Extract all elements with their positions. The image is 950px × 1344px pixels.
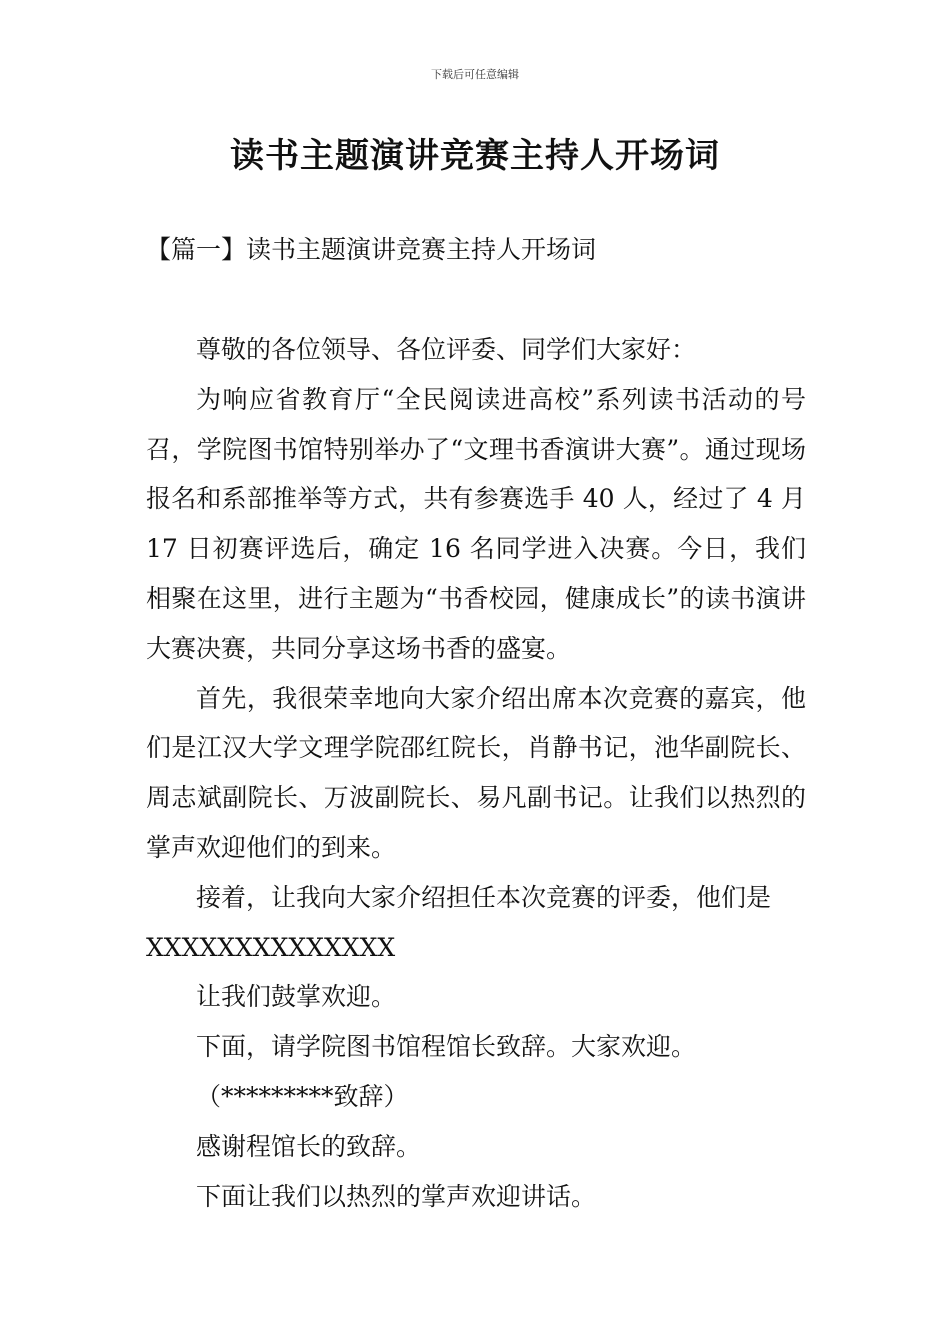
paragraph-judges-placeholder: XXXXXXXXXXXXXX [146, 932, 396, 962]
paragraph-applause: 让我们鼓掌欢迎。 [196, 982, 397, 1012]
document-body [146, 325, 806, 1221]
section-heading: 【篇一】读书主题演讲竞赛主持人开场词 [146, 235, 597, 264]
paragraph-guests: 首先，我很荣幸地向大家介绍出席本次竞赛的嘉宾，他们是江汉大学文理学院邵红院长，肖静书记，池华副院长、周志斌副院长、万波副院长、易凡副书记。让我们以热烈的掌声欢迎他们的到来。 [146, 683, 806, 862]
paragraph-judges: 接着，让我向大家介绍担任本次竞赛的评委，他们是 [196, 882, 772, 912]
document-title: 读书主题演讲竞赛主持人开场词 [230, 136, 720, 176]
paragraph-speech-note: （*********致辞） [196, 1081, 409, 1111]
paragraph-thanks: 感谢程馆长的致辞。 [196, 1131, 422, 1161]
paragraph-curator-speech: 下面，请学院图书馆程馆长致辞。大家欢迎。 [196, 1032, 697, 1062]
paragraph-introduction: 为响应省教育厅“全民阅读进高校”系列读书活动的号召，学院图书馆特别举办了“文理书香演讲大赛”。通过现场报名和系部推举等方式，共有参赛选手 40 人，经过了 4 月 17 日初赛评选后，确定 16 名同学进入决赛。今日，我们相聚在这里，进行主题为“书香校园，健康成长”的读书演讲大赛决赛，共同分享这场书香的盛宴。 [146, 384, 806, 663]
paragraph-greeting: 尊敬的各位领导、各位评委、同学们大家好： [196, 335, 697, 364]
paragraph-next-speech: 下面让我们以热烈的掌声欢迎讲话。 [196, 1181, 597, 1211]
header-note: 下载后可任意编辑 [431, 68, 519, 81]
